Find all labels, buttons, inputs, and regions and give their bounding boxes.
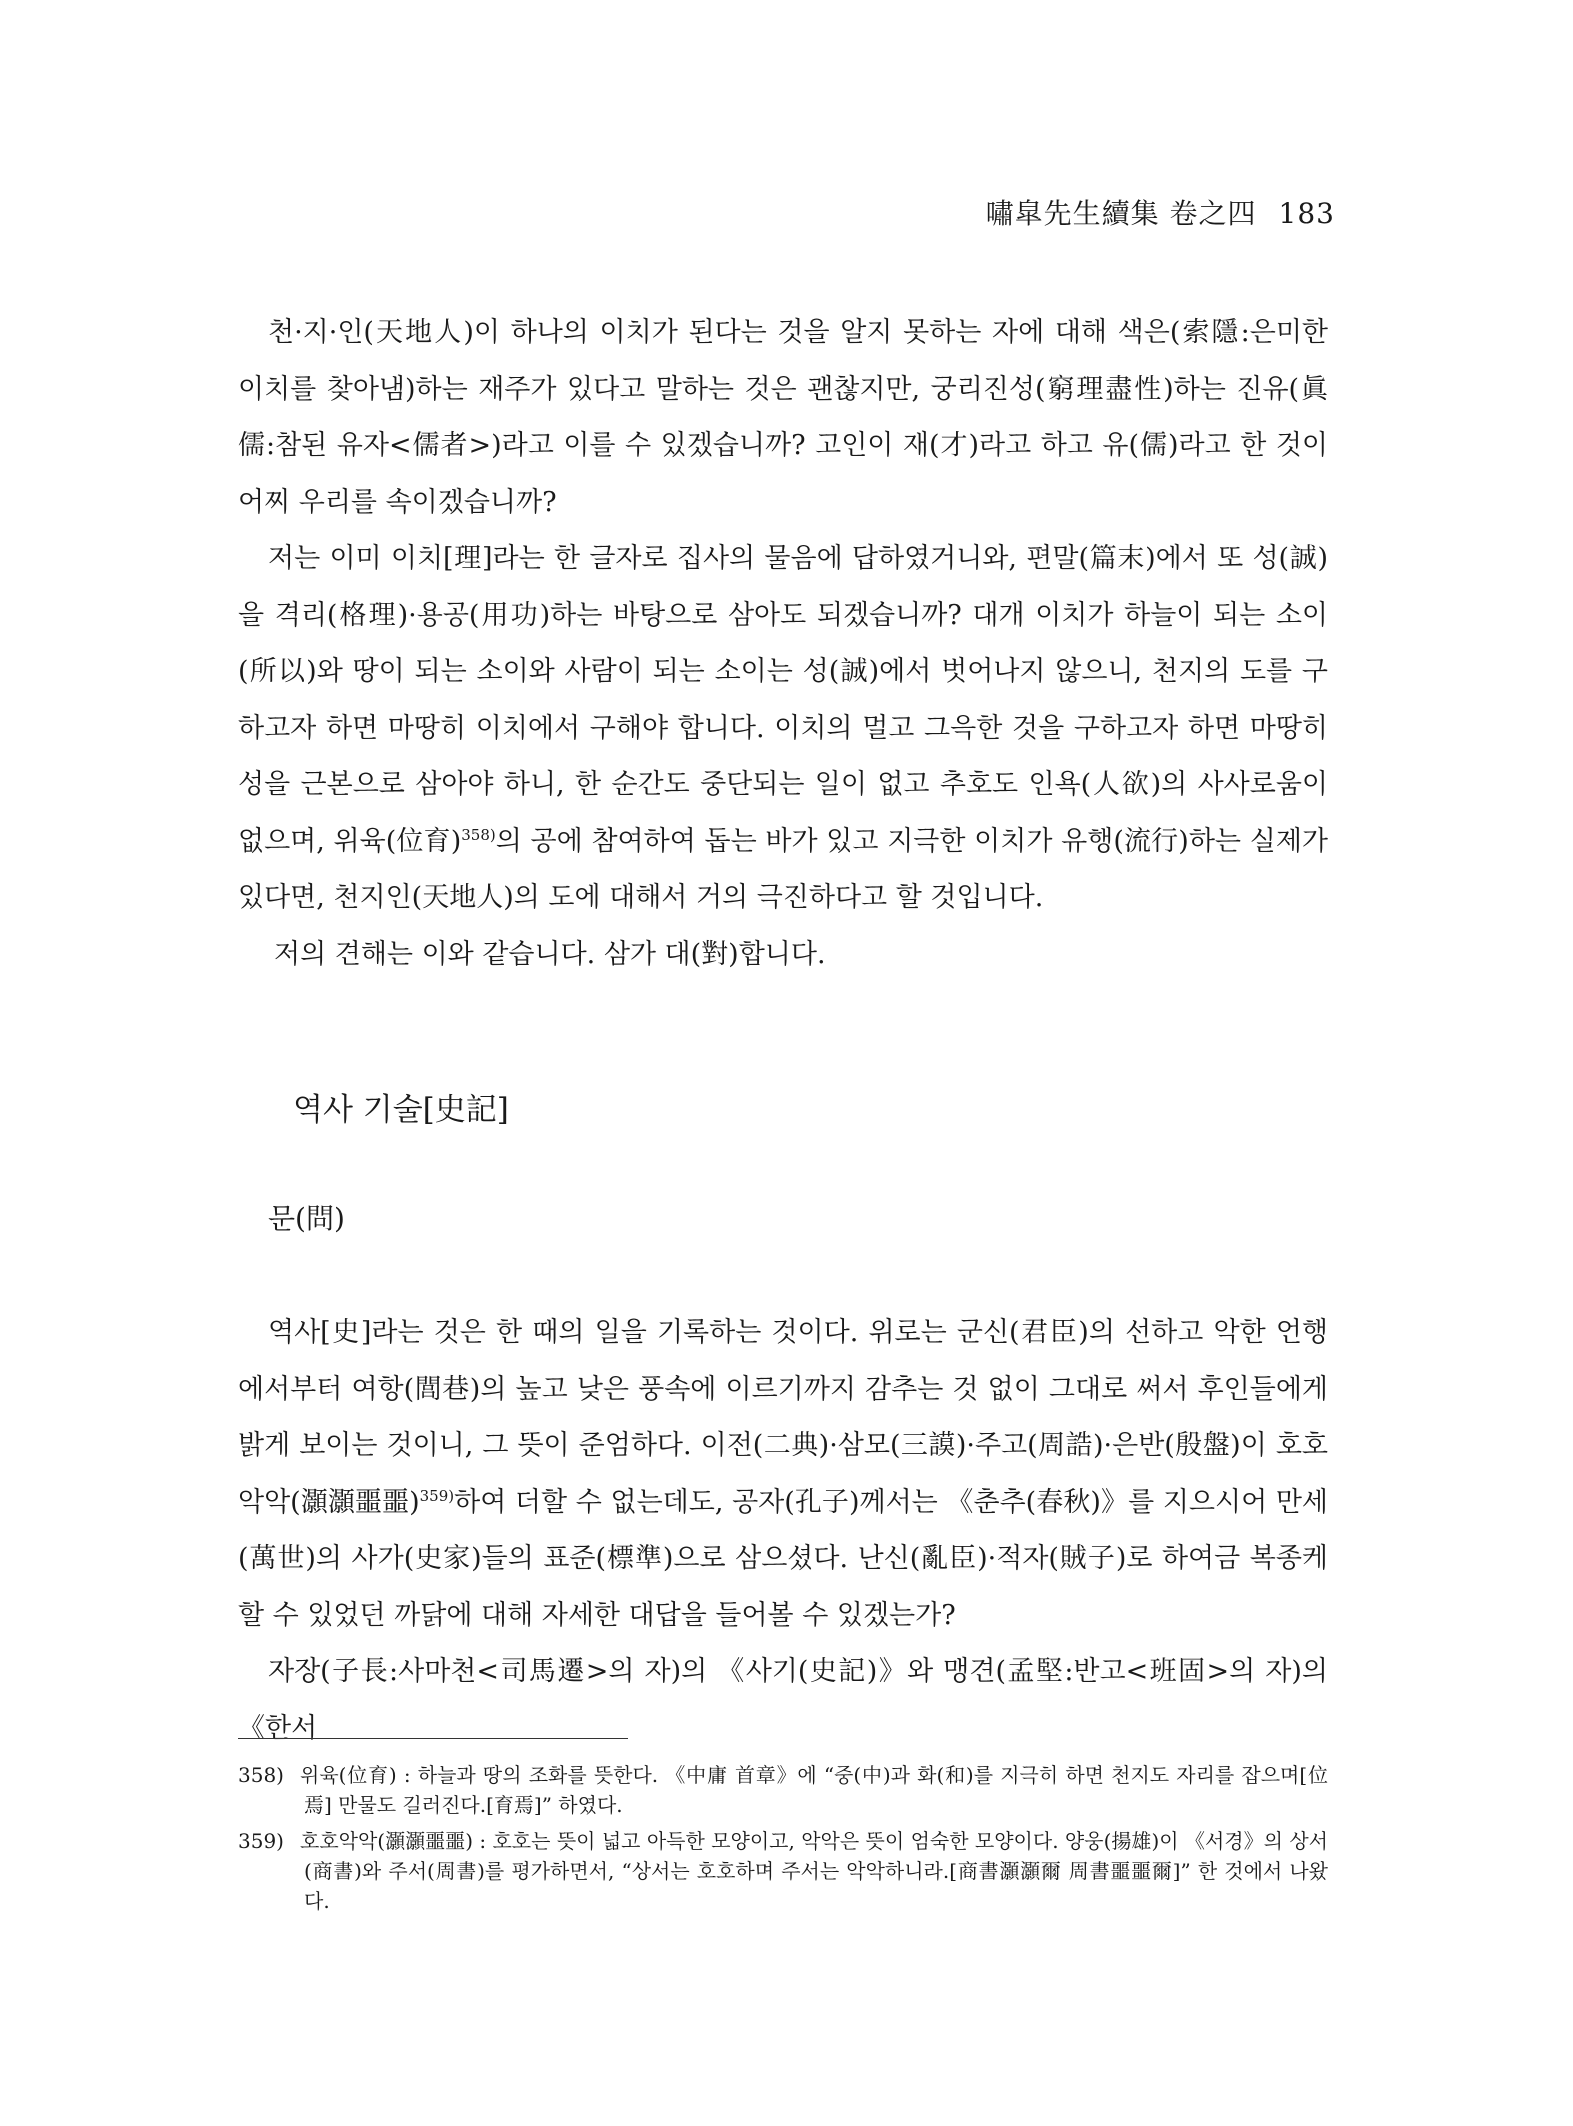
book-title: 嘯皐先生續集 卷之四 [985,197,1257,230]
section-subtitle: 문(問) [268,1202,345,1235]
page-number: 183 [1278,197,1335,230]
running-head [986,192,1335,232]
footnote-text: 위육(位育) : 하늘과 땅의 조화를 뜻한다. 《中庸 首章》에 “중(中)과 화(和)를 지극히 하면 천지도 자리를 잡으며[位焉] 만물도 길러진다.[育焉]” 하였다. [300,1763,1328,1817]
paragraph: 천·지·인(天地人)이 하나의 이치가 된다는 것을 알지 못하는 자에 대해 색은(索隱:은미한 이치를 찾아냄)하는 재주가 있다고 말하는 것은 괜찮지만, 궁리진성(窮理盡性)하는 진유(眞儒:참된 유자<儒者>)라고 이를 수 있겠습니까? 고인이 재(才)라고 하고 유(儒)라고 한 것이 어찌 우리를 속이겠습니까? [238,317,1328,518]
footnote-ref[interactable]: 358) [461,825,496,844]
answer-body [238,305,1328,983]
footnotes [238,1760,1328,1922]
footnote-359 [238,1826,1328,1916]
footnote-divider [238,1738,628,1739]
footnote-number: 359) [238,1829,284,1853]
text-run: 의 공에 참여하여 돕는 바가 있고 지극한 이치가 유행(流行)하는 실제가 있다면, 천지인(天地人)의 도에 대해서 거의 극진하다고 할 것입니다. [238,825,1328,913]
paragraph: 저의 견해는 이와 같습니다. 삼가 대(對)합니다. [274,938,826,970]
paragraph: 자장(子長:사마천<司馬遷>의 자)의 《사기(史記)》와 맹견(孟堅:반고<班固>의 자)의 《한서 [238,1656,1328,1744]
paragraph [238,531,1328,927]
footnote-number: 358) [238,1763,284,1787]
footnote-358 [238,1760,1328,1820]
text-run: 하여 더할 수 없는데도, 공자(孔子)께서는 《춘추(春秋)》를 지으시어 만세(萬世)의 사가(史家)들의 표준(標準)으로 삼으셨다. 난신(亂臣)·적자(賊子)로 하여금 복종케 할 수 있었던 까닭에 대해 자세한 대답을 들어볼 수 있겠는가? [238,1486,1329,1631]
footnote-ref[interactable]: 359) [419,1486,455,1505]
question-body [238,1305,1328,1757]
text-run: 역사[史]라는 것은 한 때의 일을 기록하는 것이다. 위로는 군신(君臣)의 선하고 악한 언행에서부터 여항(閭巷)의 높고 낮은 풍속에 이르기까지 감추는 것 없이 그대로 써서 후인들에게 밝게 보이는 것이니, 그 뜻이 준엄하다. 이전(二典)·삼모(三謨)·주고(周誥)·은반(殷盤)이 호호악악(灝灝噩噩) [238,1317,1328,1518]
paragraph [238,1305,1328,1644]
section-title: 역사 기술[史記] [293,1092,509,1128]
text-run: 저는 이미 이치[理]라는 한 글자로 집사의 물음에 답하였거니와, 편말(篇末)에서 또 성(誠)을 격리(格理)·용공(用功)하는 바탕으로 삼아도 되겠습니까? 대개 이치가 하늘이 되는 소이(所以)와 땅이 되는 소이와 사람이 되는 소이는 성(誠)에서 벗어나지 않으니, 천지의 도를 구하고자 하면 마땅히 이치에서 구해야 합니다. 이치의 멀고 그윽한 것을 구하고자 하면 마땅히 성을 근본으로 삼아야 하니, 한 순간도 중단되는 일이 없고 추호도 인욕(人欲)의 사사로움이 없으며, 위육(位育) [238,543,1328,857]
footnote-text: 호호악악(灝灝噩噩) : 호호는 뜻이 넓고 아득한 모양이고, 악악은 뜻이 엄숙한 모양이다. 양웅(揚雄)이 《서경》의 상서(商書)와 주서(周書)를 평가하면서, “상서는 호호하며 주서는 악악하니라.[商書灝灝爾 周書噩噩爾]” 한 것에서 나왔다. [300,1829,1328,1913]
